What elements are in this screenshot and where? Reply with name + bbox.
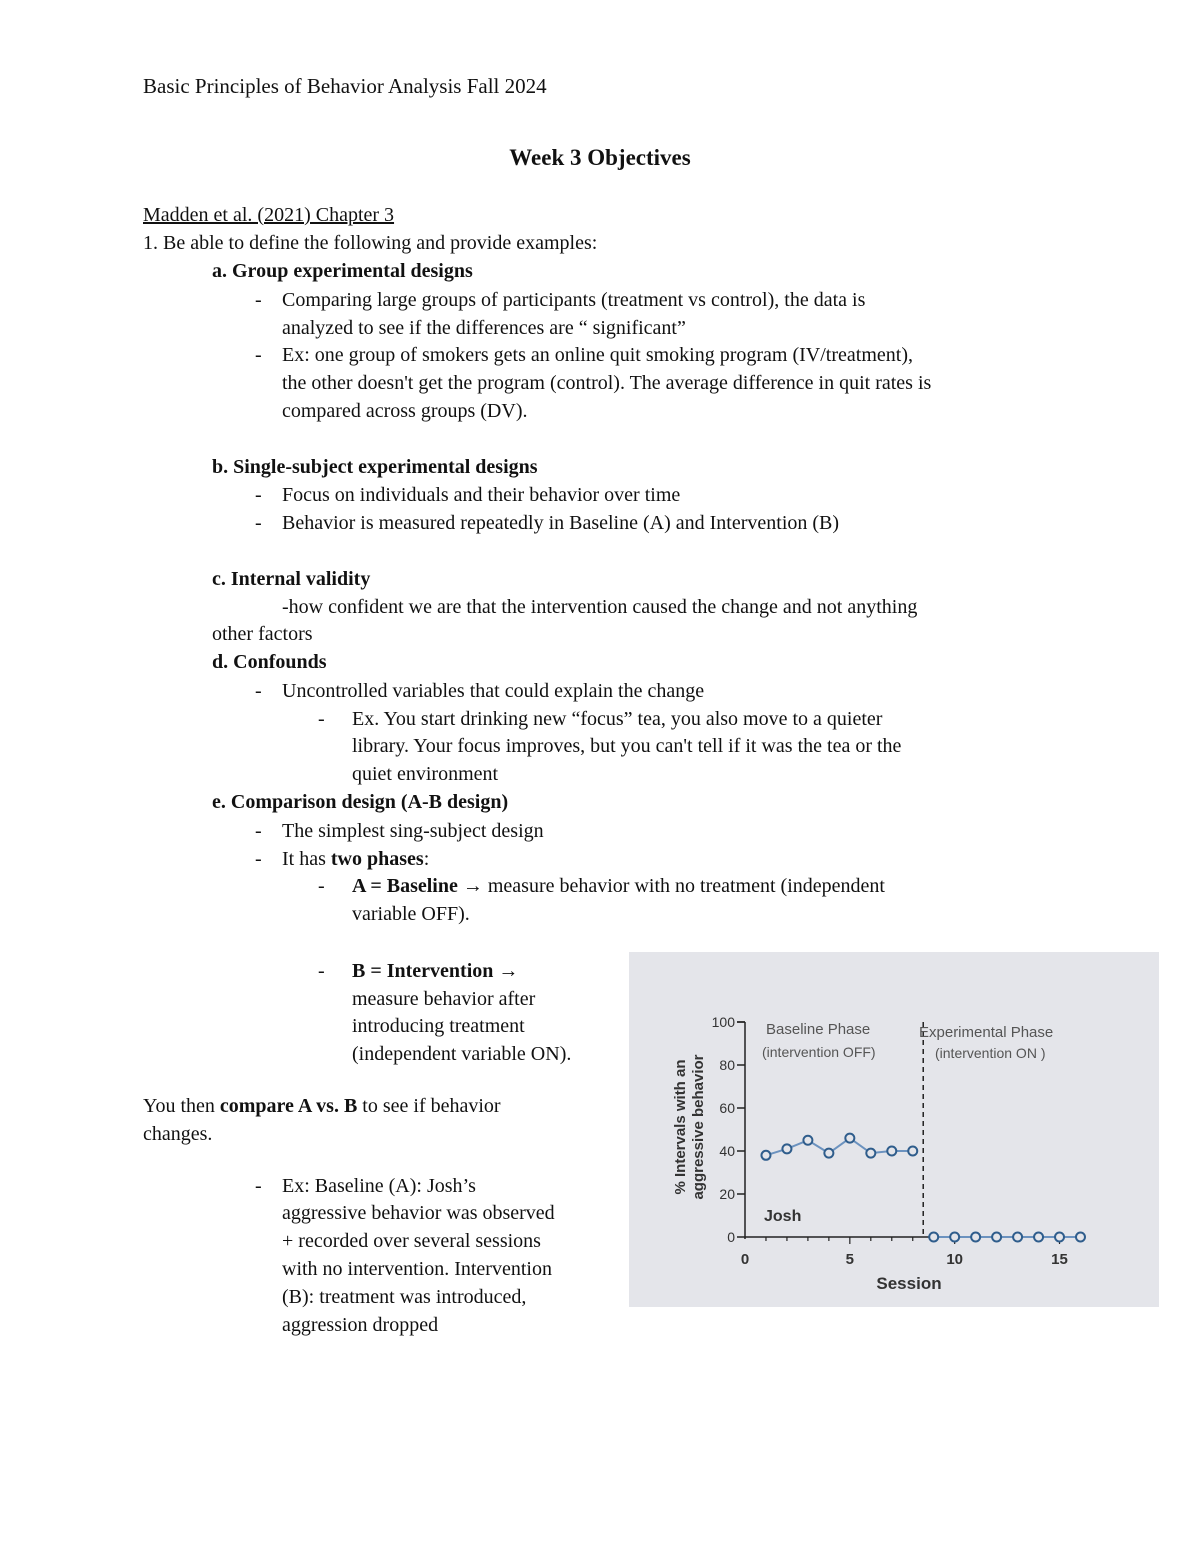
compare-post: to see if behavior <box>357 1095 501 1117</box>
section-e-bullet-2 <box>282 845 429 873</box>
section-a-bullet-2-line-2: the other doesn't get the program (control). The average difference in quit rates is <box>282 372 932 394</box>
example-line-6: aggression dropped <box>282 1314 439 1336</box>
x-axis-label: Session <box>876 1274 942 1293</box>
bullet-dash: - <box>255 289 262 311</box>
data-point <box>887 1147 896 1156</box>
bullet-dash: - <box>255 484 262 506</box>
y-tick-label: 60 <box>719 1100 735 1116</box>
course-header: Basic Principles of Behavior Analysis Fall 2024 <box>143 74 547 98</box>
section-c-heading: c. Internal validity <box>212 568 371 590</box>
section-d-sub-line-3: quiet environment <box>352 763 499 785</box>
section-a-bullet-2-line-3: compared across groups (DV). <box>282 400 528 422</box>
example-line-2: aggressive behavior was observed <box>282 1202 555 1224</box>
x-tick-label: 0 <box>740 1251 750 1268</box>
data-point <box>992 1233 1001 1242</box>
phase-b-label: B = Intervention → <box>352 960 519 982</box>
y-axis-label-line-2: aggressive behavior <box>690 1054 707 1200</box>
x-tick-label: 15 <box>1051 1251 1068 1268</box>
data-point <box>1013 1233 1022 1242</box>
two-phases-pre: It has <box>282 848 331 870</box>
baseline-phase-label: Baseline Phase <box>766 1021 871 1038</box>
data-point <box>1055 1233 1064 1242</box>
section-b-bullet-1: Focus on individuals and their behavior over time <box>282 484 681 506</box>
y-tick-label: 0 <box>727 1229 735 1245</box>
data-point <box>845 1134 854 1143</box>
section-a-heading: a. Group experimental designs <box>212 260 473 282</box>
compare-pre: You then <box>143 1095 220 1117</box>
section-e-bullet-1: The simplest sing-subject design <box>282 820 544 842</box>
phase-a-label: A = Baseline <box>352 875 458 897</box>
ab-design-chart <box>629 952 1159 1307</box>
bullet-dash: - <box>318 960 325 982</box>
data-point <box>782 1144 791 1153</box>
two-phases-bold: two phases <box>330 848 424 870</box>
data-point <box>950 1233 959 1242</box>
objective-line: 1. Be able to define the following and provide examples: <box>143 232 598 254</box>
phase-b-line-2: measure behavior after <box>352 988 536 1010</box>
compare-line-2: changes. <box>143 1123 213 1145</box>
example-line-5: (B): treatment was introduced, <box>282 1286 527 1308</box>
data-point <box>929 1233 938 1242</box>
bullet-dash: - <box>255 1175 262 1197</box>
reading-citation: Madden et al. (2021) Chapter 3 <box>143 204 395 226</box>
section-a-bullet-2-line-1: Ex: one group of smokers gets an online quit smoking program (IV/treatment), <box>282 344 913 366</box>
compare-line-1 <box>143 1092 501 1120</box>
example-line-4: with no intervention. Intervention <box>282 1258 552 1280</box>
data-point <box>971 1233 980 1242</box>
y-tick-label: 100 <box>711 1014 735 1030</box>
section-c-line-1: -how confident we are that the intervention caused the change and not anything <box>282 596 918 618</box>
section-e-heading: e. Comparison design (A-B design) <box>212 791 509 813</box>
data-point <box>824 1149 833 1158</box>
data-point <box>1076 1233 1085 1242</box>
bullet-dash: - <box>255 512 262 534</box>
data-point <box>908 1147 917 1156</box>
phase-b-line-3: introducing treatment <box>352 1015 525 1037</box>
phase-a-line-2: variable OFF). <box>352 903 470 925</box>
data-point <box>761 1151 770 1160</box>
example-line-3: + recorded over several sessions <box>282 1230 541 1252</box>
section-a-bullet-1-line-1: Comparing large groups of participants (treatment vs control), the data is <box>282 289 866 311</box>
y-tick-label: 80 <box>719 1057 735 1073</box>
participant-label: Josh <box>764 1208 802 1225</box>
two-phases-post: : <box>423 848 430 870</box>
section-b-bullet-2: Behavior is measured repeatedly in Baseline (A) and Intervention (B) <box>282 512 840 534</box>
section-c-line-2: other factors <box>212 623 313 645</box>
section-b-heading: b. Single-subject experimental designs <box>212 456 538 478</box>
section-a-bullet-1-line-2: analyzed to see if the differences are “ significant” <box>282 317 686 339</box>
section-d-sub-line-2: library. Your focus improves, but you can't tell if it was the tea or the <box>352 735 902 757</box>
x-tick-label: 10 <box>946 1251 964 1268</box>
bullet-dash: - <box>255 820 262 842</box>
data-point <box>1034 1233 1043 1242</box>
experimental-phase-sublabel: (intervention ON ) <box>935 1045 1046 1061</box>
phase-a-desc: → measure behavior with no treatment (independent <box>457 875 885 897</box>
y-tick-label: 20 <box>719 1186 735 1202</box>
bullet-dash: - <box>255 848 262 870</box>
page-title: Week 3 Objectives <box>509 145 691 170</box>
example-line-1: Ex: Baseline (A): Josh’s <box>282 1175 476 1197</box>
bullet-dash: - <box>318 875 325 897</box>
section-d-bullet-1: Uncontrolled variables that could explain the change <box>282 680 705 702</box>
phase-b-line-4: (independent variable ON). <box>352 1043 572 1065</box>
section-d-sub-line-1: Ex. You start drinking new “focus” tea, you also move to a quieter <box>352 708 883 730</box>
y-axis-label-line-1: % Intervals with an <box>672 1059 689 1195</box>
bullet-dash: - <box>255 680 262 702</box>
y-tick-label: 40 <box>719 1143 735 1159</box>
bullet-dash: - <box>255 344 262 366</box>
bullet-dash: - <box>318 708 325 730</box>
phase-a-line-1 <box>352 872 885 900</box>
data-point <box>866 1149 875 1158</box>
section-d-heading: d. Confounds <box>212 651 327 673</box>
chart-svg <box>629 952 1159 1307</box>
data-point <box>803 1136 812 1145</box>
baseline-phase-sublabel: (intervention OFF) <box>762 1044 876 1060</box>
compare-bold: compare A vs. B <box>219 1095 358 1117</box>
x-tick-label: 5 <box>845 1251 855 1268</box>
experimental-phase-label: Experimental Phase <box>919 1024 1054 1041</box>
